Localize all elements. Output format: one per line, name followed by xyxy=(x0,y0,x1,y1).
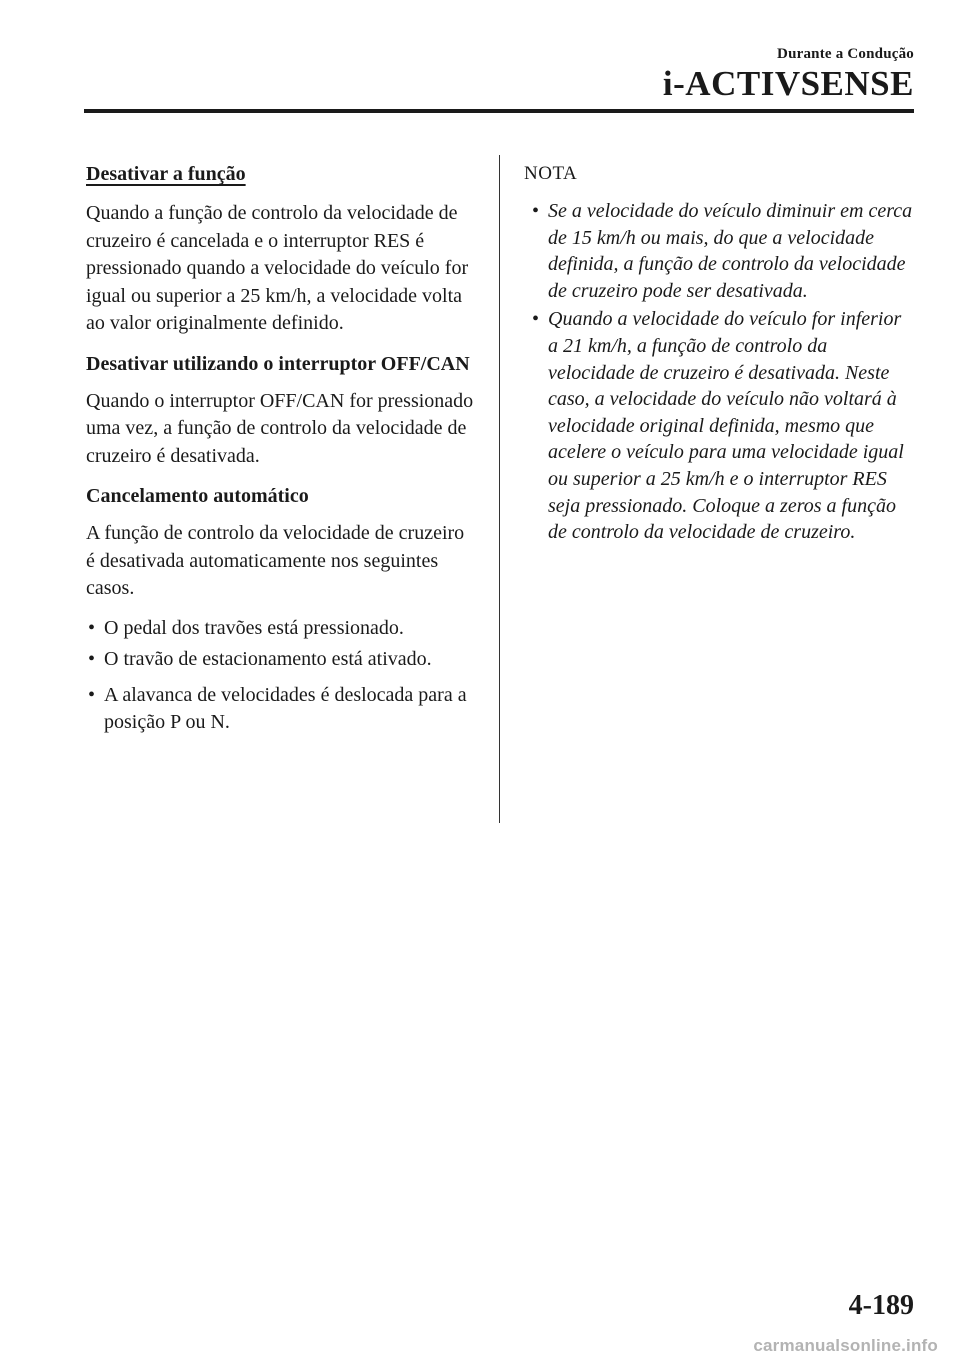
note-item-text: Quando a velocidade do veículo for inferior a 21 km/h, a função de controlo da velocidade de cruzeiro é desativada. Neste caso, a velocidade do veículo não voltará à velocidade original definida, mesmo que acelere o veículo para uma velocidade igual ou superior a 25 km/h e o interruptor RES seja pressionado. Coloque a zeros a função de controlo da velocidade de cruzeiro. xyxy=(548,308,904,544)
note-list xyxy=(524,198,916,546)
note-item xyxy=(524,306,916,545)
bullet-icon: • xyxy=(532,200,540,222)
column-divider xyxy=(499,155,500,823)
list-item-text: O pedal dos travões está pressionado. xyxy=(104,616,404,639)
intro-paragraph: Quando a função de controlo da velocidade de cruzeiro é cancelada e o interruptor RES é pressionado quando a velocidade do veículo for igual ou superior a 25 km/h, a velocidade volta ao valor originalmente definido. xyxy=(86,202,469,334)
list-item xyxy=(86,682,478,737)
subheading-off-can: Desativar utilizando o interruptor OFF/CAN xyxy=(86,352,470,375)
chapter-title: i-ACTIVSENSE xyxy=(662,64,914,103)
off-can-paragraph: Quando o interruptor OFF/CAN for pressionado uma vez, a função de controlo da velocidade de cruzeiro é desativada. xyxy=(86,389,474,467)
bullet-icon: • xyxy=(88,616,96,639)
header-rule xyxy=(84,109,914,113)
bullet-icon: • xyxy=(88,683,96,706)
auto-cancel-paragraph: A função de controlo da velocidade de cruzeiro é desativada automaticamente nos seguintes casos. xyxy=(86,522,465,599)
right-column xyxy=(524,160,916,548)
bullet-icon: • xyxy=(532,308,540,331)
section-label: Durante a Condução xyxy=(777,46,914,62)
list-item xyxy=(86,615,478,643)
bullet-icon: • xyxy=(88,648,96,670)
left-column xyxy=(86,160,478,743)
list-item-text: A alavanca de velocidades é deslocada para a posição P ou N. xyxy=(104,683,467,733)
list-item xyxy=(86,646,478,674)
page-number: 4-189 xyxy=(848,1290,914,1321)
note-item xyxy=(524,198,916,304)
watermark-logo: carmanualsonline.info xyxy=(753,1336,938,1355)
note-item-text: Se a velocidade do veículo diminuir em cerca de 15 km/h ou mais, do que a velocidade definida, a função de controlo da velocidade de cruzeiro pode ser desativada. xyxy=(548,200,913,302)
auto-cancel-list xyxy=(86,615,478,737)
subheading-auto-cancel: Cancelamento automático xyxy=(86,485,309,507)
section-heading: Desativar a função xyxy=(86,163,246,185)
note-label: NOTA xyxy=(524,163,578,184)
list-item-text: O travão de estacionamento está ativado. xyxy=(104,648,432,670)
